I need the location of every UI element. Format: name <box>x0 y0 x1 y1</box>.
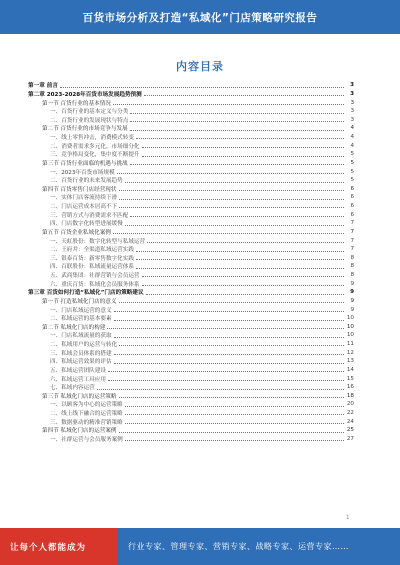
toc-entry-page: 4 <box>350 142 354 149</box>
toc-leader-dots <box>108 371 344 372</box>
toc-entry-label: 二、百货行业的发展现状与特点 <box>50 117 129 124</box>
toc-entry-page: 27 <box>346 435 354 442</box>
toc-entry-label: 二、百货行业的未来发展趋势 <box>50 178 123 185</box>
toc-leader-dots <box>114 363 344 364</box>
toc-entry-page: 3 <box>350 116 354 123</box>
toc-leader-dots <box>119 397 345 398</box>
toc-entry[interactable] <box>28 400 354 409</box>
toc-entry-page: 5 <box>350 151 354 158</box>
toc-leader-dots <box>97 389 344 390</box>
toc-entry-label: 第四节 百货零售门店经营现状 <box>42 186 117 193</box>
toc-leader-dots <box>114 311 344 312</box>
toc-entry-page: 9 <box>350 297 354 304</box>
toc-entry-page: 22 <box>346 410 354 417</box>
toc-entry-page: 5 <box>350 177 354 184</box>
toc-entry-label: 第二节 私域化门店的构建 <box>42 324 106 331</box>
toc-leader-dots <box>114 320 344 321</box>
toc-entry[interactable] <box>28 254 354 263</box>
toc-entry-label: 一、门店私域流量的获取 <box>50 333 112 340</box>
footer-banner <box>0 528 400 565</box>
toc-entry[interactable] <box>28 279 354 288</box>
toc-heading: 内容目录 <box>176 60 224 73</box>
toc-entry-page: 5 <box>350 168 354 175</box>
toc-entry-page: 9 <box>350 280 354 287</box>
toc-leader-dots <box>119 432 345 433</box>
toc-entry-label: 第五节 百货企业私域化案例 <box>42 229 111 236</box>
toc-entry-page: 3 <box>350 82 354 89</box>
toc-entry[interactable] <box>28 323 354 332</box>
toc-leader-dots <box>130 164 344 165</box>
toc-entry[interactable] <box>28 357 354 366</box>
toc-entry[interactable] <box>28 236 354 245</box>
toc-entry-page: 14 <box>346 366 354 373</box>
toc-entry-page: 24 <box>346 418 354 425</box>
toc-entry[interactable] <box>28 340 354 349</box>
toc-entry[interactable] <box>28 81 354 90</box>
toc-entry[interactable] <box>28 167 354 176</box>
toc-leader-dots <box>136 251 344 252</box>
toc-entry-page: 11 <box>346 341 354 348</box>
toc-entry[interactable] <box>28 348 354 357</box>
toc-entry[interactable] <box>28 150 354 159</box>
toc-entry-page: 8 <box>350 272 354 279</box>
toc-entry-page: 10 <box>346 315 354 322</box>
toc-leader-dots <box>130 113 344 114</box>
toc-entry-page: 4 <box>350 134 354 141</box>
toc-entry[interactable] <box>28 90 354 99</box>
toc-leader-dots <box>113 233 344 234</box>
toc-entry-label: 五、武商集团：社群营销与会员运营 <box>50 273 140 280</box>
toc-entry-page: 9 <box>350 306 354 313</box>
toc-entry[interactable] <box>28 107 354 116</box>
toc-entry-page: 20 <box>346 401 354 408</box>
toc-entry[interactable] <box>28 262 354 271</box>
toc-entry[interactable] <box>28 426 354 435</box>
toc-leader-dots <box>130 121 344 122</box>
toc-leader-dots <box>125 225 344 226</box>
toc-entry-page: 15 <box>346 375 354 382</box>
toc-entry[interactable] <box>28 219 354 228</box>
toc-entry[interactable] <box>28 245 354 254</box>
toc-entry[interactable] <box>28 331 354 340</box>
toc-entry-label: 三、竞争格局变化，集中度不断提升 <box>50 152 140 159</box>
toc-leader-dots <box>114 354 344 355</box>
toc-leader-dots <box>119 199 344 200</box>
toc-entry[interactable] <box>28 141 354 150</box>
toc-entry-label: 六、私域运营工具应用 <box>50 376 106 383</box>
toc-entry-label: 一、2023年百货市场规模 <box>50 169 115 176</box>
toc-entry-label: 六、重庆百货：私域化会员服务体系 <box>50 281 140 288</box>
toc-entry[interactable] <box>28 210 354 219</box>
toc-leader-dots <box>108 380 344 381</box>
report-title: 百货市场分析及打造“私域化”门店策略研究报告 <box>82 12 318 24</box>
toc-entry[interactable] <box>28 133 354 142</box>
toc-leader-dots <box>142 147 344 148</box>
toc-entry-label: 三、数据驱动的精准营销策略 <box>50 419 123 426</box>
toc-leader-dots <box>142 285 344 286</box>
toc-entry[interactable] <box>28 297 354 306</box>
toc-entry[interactable] <box>28 314 354 323</box>
toc-leader-dots <box>125 406 344 407</box>
toc-entry-label: 三、银泰百货：新零售数字化实践 <box>50 255 134 262</box>
toc-entry-label: 第三节 百货行业面临的机遇与挑战 <box>42 160 128 167</box>
toc-entry-label: 第二章 2023-2028年百货市场发展趋势预测 <box>28 91 142 98</box>
toc-entry-label: 第一章 前言 <box>28 83 58 90</box>
toc-entry[interactable] <box>28 124 354 133</box>
toc-leader-dots <box>119 190 345 191</box>
toc-entry[interactable] <box>28 185 354 194</box>
toc-entry-label: 第三节 私域化门店的运营策略 <box>42 393 117 400</box>
toc-leader-dots <box>136 268 344 269</box>
toc-entry-label: 三、私域会员体系的搭建 <box>50 350 112 357</box>
toc-entry-page: 8 <box>350 254 354 261</box>
toc-entry-label: 第四节 私域化门店的运营案例 <box>42 428 117 435</box>
toc-entry[interactable] <box>28 374 354 383</box>
toc-leader-dots <box>130 130 344 131</box>
toc-entry-page: 8 <box>350 263 354 270</box>
toc-entry-page: 12 <box>346 349 354 356</box>
page-number: 1 <box>346 515 350 521</box>
toc-entry[interactable] <box>28 409 354 418</box>
toc-entry-page: 16 <box>346 384 354 391</box>
table-of-contents <box>28 81 354 443</box>
toc-entry-label: 七、私域内容运营 <box>50 385 95 392</box>
toc-entry[interactable] <box>28 193 354 202</box>
toc-entry-page: 7 <box>350 246 354 253</box>
toc-leader-dots <box>144 95 344 96</box>
toc-leader-dots <box>107 328 344 329</box>
footer-slogan-right: 行业专家、管理专家、营销专家、战略专家、运营专家…… <box>128 542 349 551</box>
toc-leader-dots <box>113 104 344 105</box>
toc-entry-page: 7 <box>350 237 354 244</box>
toc-entry-label: 一、以顾客为中心的运营策略 <box>50 402 123 409</box>
toc-entry-label: 五、私域运营团队建设 <box>50 367 106 374</box>
toc-entry-label: 二、线上线下融合的运营策略 <box>50 411 123 418</box>
toc-leader-dots <box>125 414 344 415</box>
toc-entry-label: 二、私域运营的基本要素 <box>50 316 112 323</box>
toc-leader-dots <box>119 345 344 346</box>
toc-entry[interactable] <box>28 366 354 375</box>
toc-entry-label: 第三章 百货如何打造“私域化”门店的策略建议 <box>28 290 144 297</box>
toc-entry-label: 第一节 打造私域化门店的意义 <box>42 298 117 305</box>
toc-entry[interactable] <box>28 202 354 211</box>
toc-entry[interactable] <box>28 392 354 401</box>
footer-slogan-left: 让每个人都能成为 <box>10 543 87 553</box>
toc-entry-page: 18 <box>346 392 354 399</box>
toc-leader-dots <box>142 276 344 277</box>
toc-entry-page: 25 <box>346 427 354 434</box>
toc-leader-dots <box>60 87 344 88</box>
toc-entry-page: 9 <box>350 289 354 296</box>
toc-entry[interactable] <box>28 288 354 297</box>
toc-entry-label: 二、王府井：全渠道私域运营实践 <box>50 247 134 254</box>
toc-leader-dots <box>114 337 344 338</box>
toc-entry-label: 四、门店数字化转型进展缓慢 <box>50 221 123 228</box>
toc-entry-page: 7 <box>350 220 354 227</box>
toc-entry-page: 4 <box>350 125 354 132</box>
toc-entry-page: 10 <box>346 323 354 330</box>
toc-entry-page: 6 <box>350 211 354 218</box>
toc-entry-label: 四、私域运营效果的评估 <box>50 359 112 366</box>
toc-entry-page: 6 <box>350 194 354 201</box>
toc-entry-page: 7 <box>350 228 354 235</box>
toc-entry-label: 四、百联股份：私域流量运营体系 <box>50 264 134 271</box>
toc-leader-dots <box>136 138 344 139</box>
toc-entry-page: 6 <box>350 185 354 192</box>
toc-entry-label: 一、线上零售冲击，消费模式转变 <box>50 135 134 142</box>
report-header <box>0 0 400 34</box>
toc-entry-page: 3 <box>350 99 354 106</box>
toc-leader-dots <box>147 242 344 243</box>
toc-leader-dots <box>119 207 344 208</box>
toc-entry-page: 3 <box>350 90 354 97</box>
toc-entry[interactable] <box>28 417 354 426</box>
toc-entry-label: 一、实体门店客流持续下滑 <box>50 195 118 202</box>
toc-leader-dots <box>125 440 344 441</box>
toc-entry-label: 第二节 百货行业的市场竞争与发展 <box>42 126 128 133</box>
toc-leader-dots <box>130 216 344 217</box>
toc-leader-dots <box>117 173 344 174</box>
toc-entry-label: 一、门店私域运营的意义 <box>50 307 112 314</box>
toc-entry-label: 二、消费者需求多元化，市场细分化 <box>50 143 140 150</box>
toc-leader-dots <box>125 182 344 183</box>
toc-entry-label: 一、百货行业的基本定义与分类 <box>50 109 129 116</box>
toc-leader-dots <box>146 294 344 295</box>
toc-entry-label: 二、门店运营成本居高不下 <box>50 204 118 211</box>
toc-entry[interactable] <box>28 116 354 125</box>
toc-entry-page: 6 <box>350 203 354 210</box>
toc-leader-dots <box>142 156 344 157</box>
toc-entry[interactable] <box>28 98 354 107</box>
toc-entry[interactable] <box>28 176 354 185</box>
toc-entry-page: 3 <box>350 108 354 115</box>
toc-entry[interactable] <box>28 305 354 314</box>
toc-entry-label: 第一节 百货行业的基本情况 <box>42 100 111 107</box>
toc-leader-dots <box>119 302 345 303</box>
toc-entry[interactable] <box>28 435 354 444</box>
toc-leader-dots <box>136 259 344 260</box>
toc-entry-label: 二、私域用户的运营与转化 <box>50 342 118 349</box>
toc-entry-label: 三、营销方式与消费需求不匹配 <box>50 212 129 219</box>
toc-entry[interactable] <box>28 271 354 280</box>
toc-entry-page: 5 <box>350 159 354 166</box>
toc-entry-page: 10 <box>346 332 354 339</box>
toc-entry[interactable] <box>28 228 354 237</box>
toc-entry-label: 一、社群运营与会员服务案例 <box>50 436 123 443</box>
toc-entry[interactable] <box>28 383 354 392</box>
toc-entry-label: 一、天虹股份：数字化转型与私域运营 <box>50 238 146 245</box>
toc-entry[interactable] <box>28 159 354 168</box>
toc-leader-dots <box>125 423 344 424</box>
toc-entry-page: 13 <box>346 358 354 365</box>
